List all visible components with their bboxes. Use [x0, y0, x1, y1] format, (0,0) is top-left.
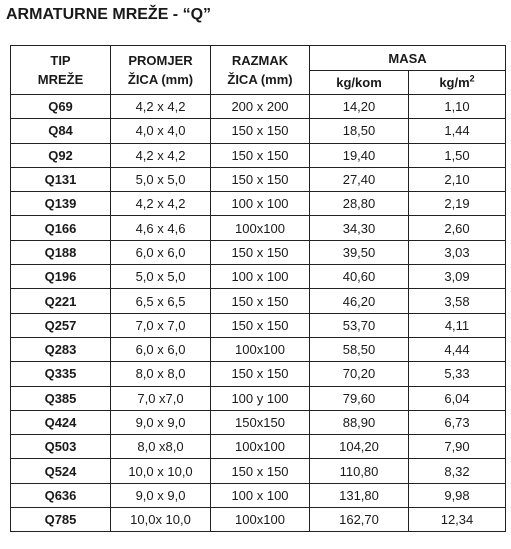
table-row	[11, 410, 506, 434]
cell-promjer: 5,0 x 5,0	[111, 265, 211, 289]
cell-kg-m2: 1,10	[409, 95, 506, 119]
cell-kg-m2: 9,98	[409, 483, 506, 507]
cell-kg-kom: 14,20	[310, 95, 409, 119]
mesh-table	[10, 45, 506, 532]
cell-kg-kom: 46,20	[310, 289, 409, 313]
header-kg-m-base: kg/m	[439, 75, 470, 90]
cell-tip: Q385	[11, 386, 111, 410]
header-tip-line1: TIP	[50, 53, 71, 68]
cell-razmak: 150 x 150	[211, 119, 310, 143]
cell-razmak: 150 x 150	[211, 313, 310, 337]
cell-kg-m2: 4,11	[409, 313, 506, 337]
cell-razmak: 150 x 150	[211, 143, 310, 167]
table-row	[11, 240, 506, 264]
cell-kg-kom: 28,80	[310, 192, 409, 216]
cell-kg-m2: 3,58	[409, 289, 506, 313]
cell-promjer: 10,0 x 10,0	[111, 459, 211, 483]
cell-promjer: 6,5 x 6,5	[111, 289, 211, 313]
header-promjer-line2: ŽICA (mm)	[127, 72, 194, 87]
cell-promjer: 6,0 x 6,0	[111, 240, 211, 264]
cell-kg-m2: 7,90	[409, 435, 506, 459]
header-promjer-line1: PROMJER	[128, 53, 193, 68]
header-razmak	[211, 46, 310, 95]
cell-kg-kom: 104,20	[310, 435, 409, 459]
cell-razmak: 150 x 150	[211, 167, 310, 191]
cell-promjer: 8,0 x 8,0	[111, 362, 211, 386]
cell-razmak: 100 x 100	[211, 192, 310, 216]
cell-tip: Q221	[11, 289, 111, 313]
cell-razmak: 150 x 150	[211, 240, 310, 264]
header-row	[11, 46, 506, 71]
cell-promjer: 9,0 x 9,0	[111, 483, 211, 507]
table-row	[11, 119, 506, 143]
cell-tip: Q257	[11, 313, 111, 337]
cell-razmak: 100 x 100	[211, 265, 310, 289]
cell-tip: Q424	[11, 410, 111, 434]
cell-razmak: 150 x 150	[211, 362, 310, 386]
cell-kg-m2: 3,09	[409, 265, 506, 289]
cell-kg-m2: 4,44	[409, 337, 506, 361]
cell-kg-m2: 5,33	[409, 362, 506, 386]
cell-promjer: 5,0 x 5,0	[111, 167, 211, 191]
table-row	[11, 508, 506, 532]
header-razmak-line1: RAZMAK	[231, 53, 289, 68]
cell-tip: Q92	[11, 143, 111, 167]
cell-promjer: 8,0 x8,0	[111, 435, 211, 459]
cell-kg-m2: 2,19	[409, 192, 506, 216]
cell-promjer: 10,0x 10,0	[111, 508, 211, 532]
cell-razmak: 150x150	[211, 410, 310, 434]
header-tip-line2: MREŽE	[37, 72, 84, 87]
cell-tip: Q84	[11, 119, 111, 143]
cell-razmak: 100 y 100	[211, 386, 310, 410]
cell-kg-m2: 12,34	[409, 508, 506, 532]
cell-kg-kom: 53,70	[310, 313, 409, 337]
cell-kg-kom: 70,20	[310, 362, 409, 386]
cell-promjer: 4,2 x 4,2	[111, 143, 211, 167]
cell-promjer: 4,0 x 4,0	[111, 119, 211, 143]
cell-kg-kom: 19,40	[310, 143, 409, 167]
cell-kg-m2: 2,10	[409, 167, 506, 191]
cell-tip: Q166	[11, 216, 111, 240]
header-kg-m2	[409, 71, 506, 95]
cell-tip: Q69	[11, 95, 111, 119]
table-row	[11, 313, 506, 337]
cell-razmak: 150 x 150	[211, 289, 310, 313]
cell-kg-kom: 39,50	[310, 240, 409, 264]
cell-kg-m2: 1,44	[409, 119, 506, 143]
cell-kg-kom: 34,30	[310, 216, 409, 240]
cell-kg-m2: 2,60	[409, 216, 506, 240]
cell-tip: Q131	[11, 167, 111, 191]
table-row	[11, 192, 506, 216]
cell-kg-m2: 6,73	[409, 410, 506, 434]
cell-kg-kom: 58,50	[310, 337, 409, 361]
table-row	[11, 167, 506, 191]
cell-razmak: 100x100	[211, 216, 310, 240]
cell-kg-kom: 27,40	[310, 167, 409, 191]
cell-tip: Q636	[11, 483, 111, 507]
cell-tip: Q335	[11, 362, 111, 386]
header-razmak-line2: ŽICA (mm)	[227, 72, 293, 87]
cell-tip: Q524	[11, 459, 111, 483]
header-masa: MASA	[310, 46, 506, 71]
cell-tip: Q283	[11, 337, 111, 361]
cell-tip: Q503	[11, 435, 111, 459]
cell-kg-kom: 18,50	[310, 119, 409, 143]
table-row	[11, 289, 506, 313]
cell-promjer: 4,2 x 4,2	[111, 192, 211, 216]
cell-kg-kom: 162,70	[310, 508, 409, 532]
cell-kg-kom: 88,90	[310, 410, 409, 434]
table-body	[11, 95, 506, 532]
header-kg-m-exp: 2	[469, 73, 475, 84]
header-promjer	[111, 46, 211, 95]
table-row	[11, 265, 506, 289]
table-row	[11, 362, 506, 386]
cell-kg-kom: 131,80	[310, 483, 409, 507]
cell-promjer: 9,0 x 9,0	[111, 410, 211, 434]
cell-razmak: 100x100	[211, 508, 310, 532]
cell-kg-m2: 1,50	[409, 143, 506, 167]
header-tip	[11, 46, 111, 95]
table-row	[11, 483, 506, 507]
cell-razmak: 200 x 200	[211, 95, 310, 119]
cell-promjer: 6,0 x 6,0	[111, 337, 211, 361]
table-row	[11, 337, 506, 361]
table-row	[11, 143, 506, 167]
cell-kg-kom: 79,60	[310, 386, 409, 410]
cell-kg-kom: 40,60	[310, 265, 409, 289]
header-kg-kom: kg/kom	[310, 71, 409, 95]
table-row	[11, 459, 506, 483]
cell-promjer: 7,0 x7,0	[111, 386, 211, 410]
page-title: ARMATURNE MREŽE - “Q”	[6, 6, 212, 23]
cell-promjer: 4,2 x 4,2	[111, 95, 211, 119]
cell-kg-m2: 6,04	[409, 386, 506, 410]
cell-tip: Q196	[11, 265, 111, 289]
cell-tip: Q785	[11, 508, 111, 532]
cell-razmak: 100x100	[211, 337, 310, 361]
cell-promjer: 7,0 x 7,0	[111, 313, 211, 337]
table-row	[11, 435, 506, 459]
cell-razmak: 150 x 150	[211, 459, 310, 483]
table-row	[11, 386, 506, 410]
cell-razmak: 100x100	[211, 435, 310, 459]
cell-razmak: 100 x 100	[211, 483, 310, 507]
cell-kg-m2: 8,32	[409, 459, 506, 483]
table-row	[11, 216, 506, 240]
cell-kg-kom: 110,80	[310, 459, 409, 483]
cell-kg-m2: 3,03	[409, 240, 506, 264]
cell-promjer: 4,6 x 4,6	[111, 216, 211, 240]
cell-tip: Q188	[11, 240, 111, 264]
table-row	[11, 95, 506, 119]
cell-tip: Q139	[11, 192, 111, 216]
